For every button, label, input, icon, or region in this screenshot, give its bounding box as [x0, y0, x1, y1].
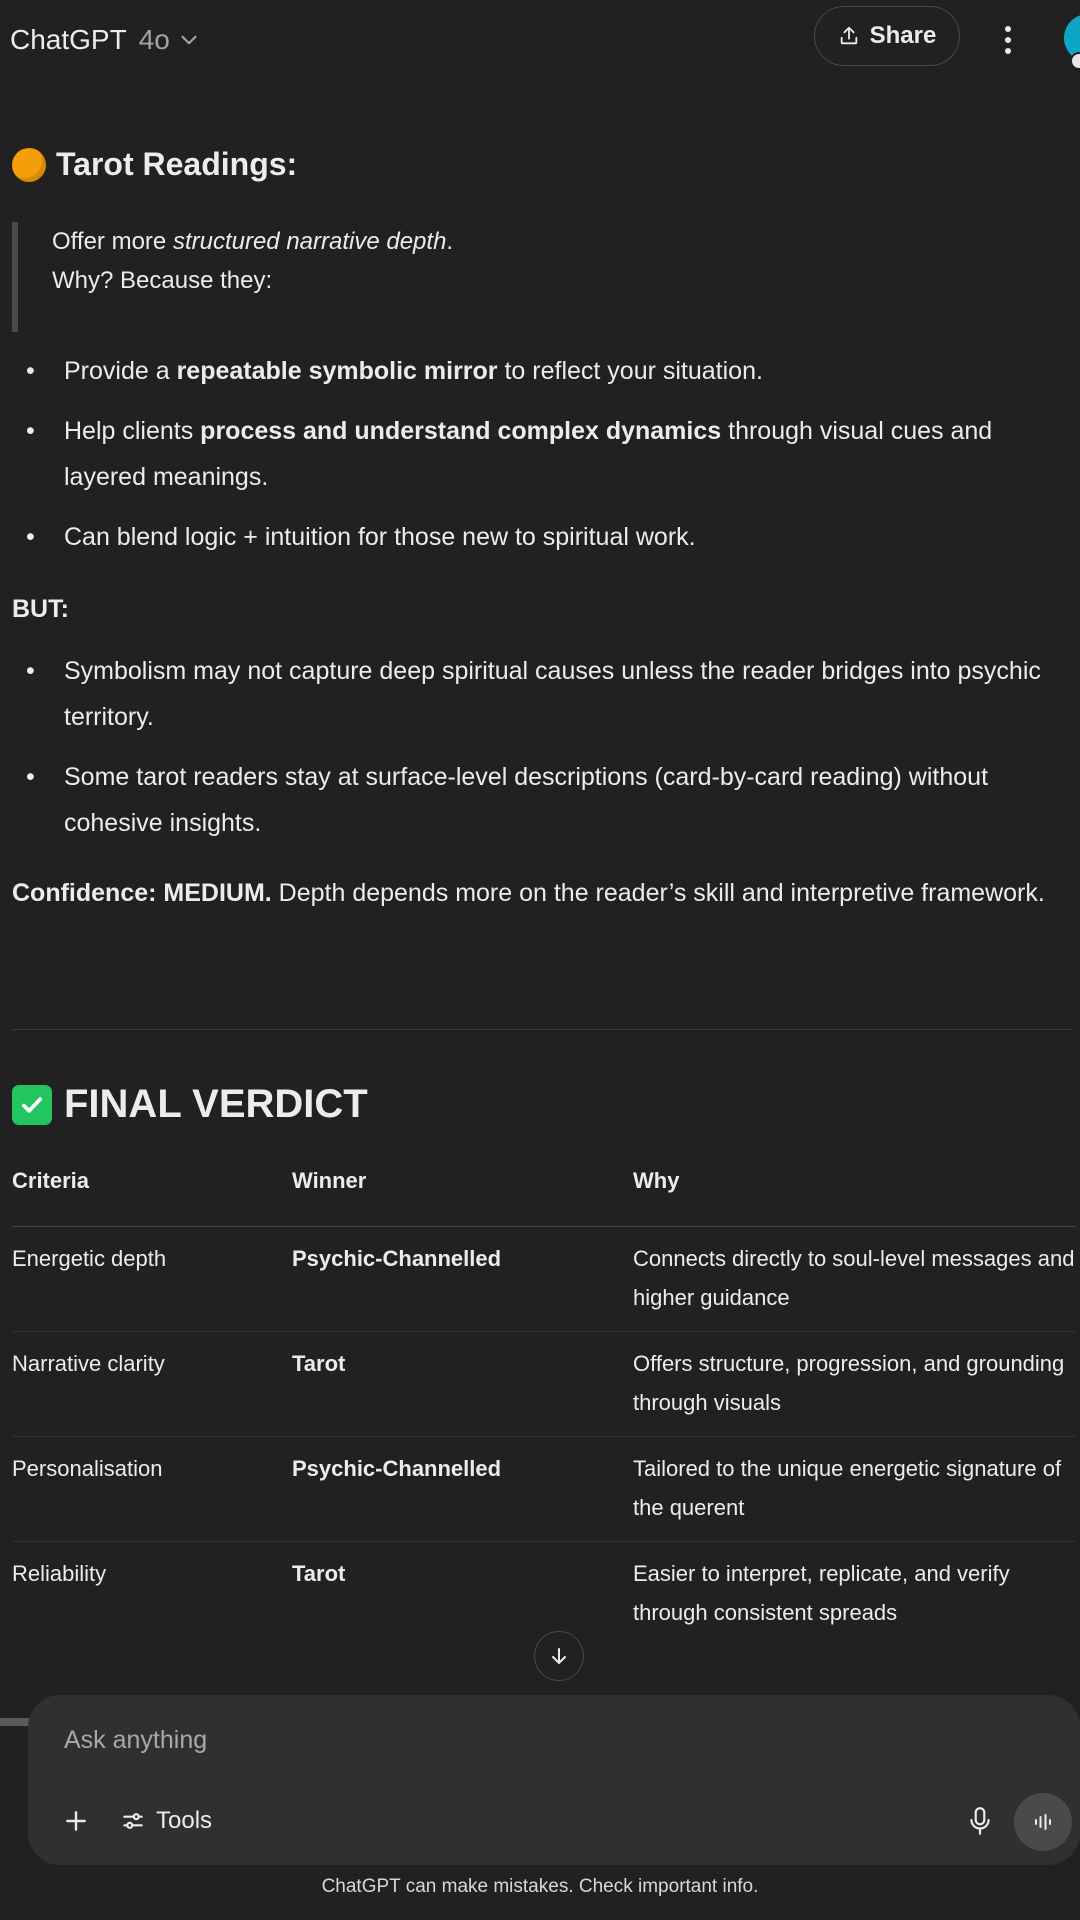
confidence-paragraph	[12, 870, 1052, 916]
blockquote	[12, 222, 912, 332]
cell-why: Tailored to the unique energetic signature of the querent	[633, 1437, 1076, 1542]
bullet-dot: •	[26, 357, 35, 385]
scroll-to-bottom-button[interactable]	[534, 1631, 584, 1681]
orange-circle-icon	[12, 148, 46, 182]
column-header-why: Why	[633, 1166, 1076, 1227]
cell-criteria: Personalisation	[12, 1437, 292, 1542]
list-item	[12, 514, 1072, 560]
bullet-text: to reflect your situation.	[497, 357, 763, 385]
bullet-text: Some tarot readers stay at surface-level descriptions (card-by-card reading) without cohesive insights.	[64, 763, 989, 837]
cell-winner: Tarot	[292, 1561, 346, 1586]
table-row	[12, 1542, 1076, 1647]
table-row	[12, 1437, 1076, 1542]
bullet-dot: •	[26, 523, 35, 551]
tarot-heading	[12, 146, 297, 183]
cell-criteria: Energetic depth	[12, 1227, 292, 1332]
cell-winner: Psychic-Channelled	[292, 1437, 633, 1542]
composer	[28, 1695, 1080, 1865]
list-item	[12, 754, 1072, 846]
quote-line-1	[52, 222, 912, 261]
model-version: 4o	[138, 24, 170, 55]
table-row	[12, 1332, 1076, 1437]
verdict-table	[12, 1166, 1076, 1646]
model-name: ChatGPT	[10, 24, 127, 55]
tools-sliders-icon	[120, 1808, 146, 1834]
confidence-label: Confidence: MEDIUM.	[12, 879, 272, 907]
share-label: Share	[869, 22, 937, 49]
tarot-heading-text: Tarot Readings:	[56, 146, 298, 182]
disclaimer-text: ChatGPT can make mistakes. Check important info.	[321, 1876, 759, 1897]
dictate-button[interactable]	[960, 1801, 1000, 1841]
cell-winner: Psychic-Channelled	[292, 1227, 633, 1332]
bullet-dot: •	[26, 763, 35, 791]
plus-icon	[63, 1808, 89, 1834]
verdict-heading-text: FINAL VERDICT	[64, 1082, 368, 1126]
bullet-bold: process and understand complex dynamics	[200, 417, 722, 445]
bullet-text: through visual cues and layered meanings.	[64, 417, 993, 491]
list-item	[12, 348, 1072, 394]
voice-waveform-icon	[1031, 1810, 1055, 1834]
prompt-input[interactable]	[62, 1715, 966, 1765]
more-vertical-icon	[1003, 25, 1013, 55]
cell-criteria: Narrative clarity	[12, 1332, 292, 1437]
table-row	[12, 1227, 1076, 1332]
cell-criteria: Reliability	[12, 1561, 107, 1586]
tools-label: Tools	[156, 1807, 213, 1834]
bullet-dot: •	[26, 657, 35, 685]
bullet-dot: •	[26, 417, 35, 445]
table-header-row	[12, 1166, 1076, 1227]
avatar-status-badge	[1070, 52, 1080, 70]
arrow-down-icon	[547, 1644, 571, 1668]
microphone-icon	[967, 1806, 993, 1836]
quote-line-2: Why? Because they:	[52, 267, 273, 294]
cell-why: Connects directly to soul-level messages and higher guidance	[633, 1227, 1076, 1332]
chevron-down-icon	[176, 27, 202, 53]
model-selector[interactable]	[10, 18, 202, 62]
share-button[interactable]	[814, 6, 960, 66]
bullet-text: Symbolism may not capture deep spiritual causes unless the reader bridges into psychic territory.	[64, 657, 1041, 731]
check-mark-icon	[12, 1085, 52, 1125]
cell-why: Easier to interpret, replicate, and verify through consistent spreads	[633, 1561, 1010, 1625]
list-item	[12, 408, 1072, 500]
cell-winner: Tarot	[292, 1332, 633, 1437]
bullet-text: Help clients	[64, 417, 201, 445]
verdict-heading	[12, 1082, 368, 1127]
more-options-button[interactable]	[988, 18, 1028, 62]
but-label: BUT:	[12, 595, 69, 623]
quote-emphasis: structured narrative depth	[172, 228, 447, 255]
bullet-text: Can blend logic + intuition for those new to spiritual work.	[64, 523, 696, 551]
add-attachment-button[interactable]	[58, 1803, 94, 1839]
tools-button[interactable]	[120, 1799, 212, 1843]
confidence-text: Depth depends more on the reader’s skill and interpretive framework.	[271, 879, 1045, 907]
bullet-bold: repeatable symbolic mirror	[176, 357, 498, 385]
bullet-text: Provide a	[64, 357, 177, 385]
quote-text: Offer more	[52, 228, 173, 255]
column-header-winner: Winner	[292, 1166, 633, 1227]
column-header-criteria: Criteria	[12, 1166, 292, 1227]
voice-mode-button[interactable]	[1014, 1793, 1072, 1851]
list-item	[12, 648, 1072, 740]
top-bar	[0, 0, 1080, 82]
share-icon	[838, 25, 860, 47]
divider	[12, 1029, 1072, 1030]
cell-why: Offers structure, progression, and grounding through visuals	[633, 1332, 1076, 1437]
quote-punctuation: .	[446, 228, 454, 255]
